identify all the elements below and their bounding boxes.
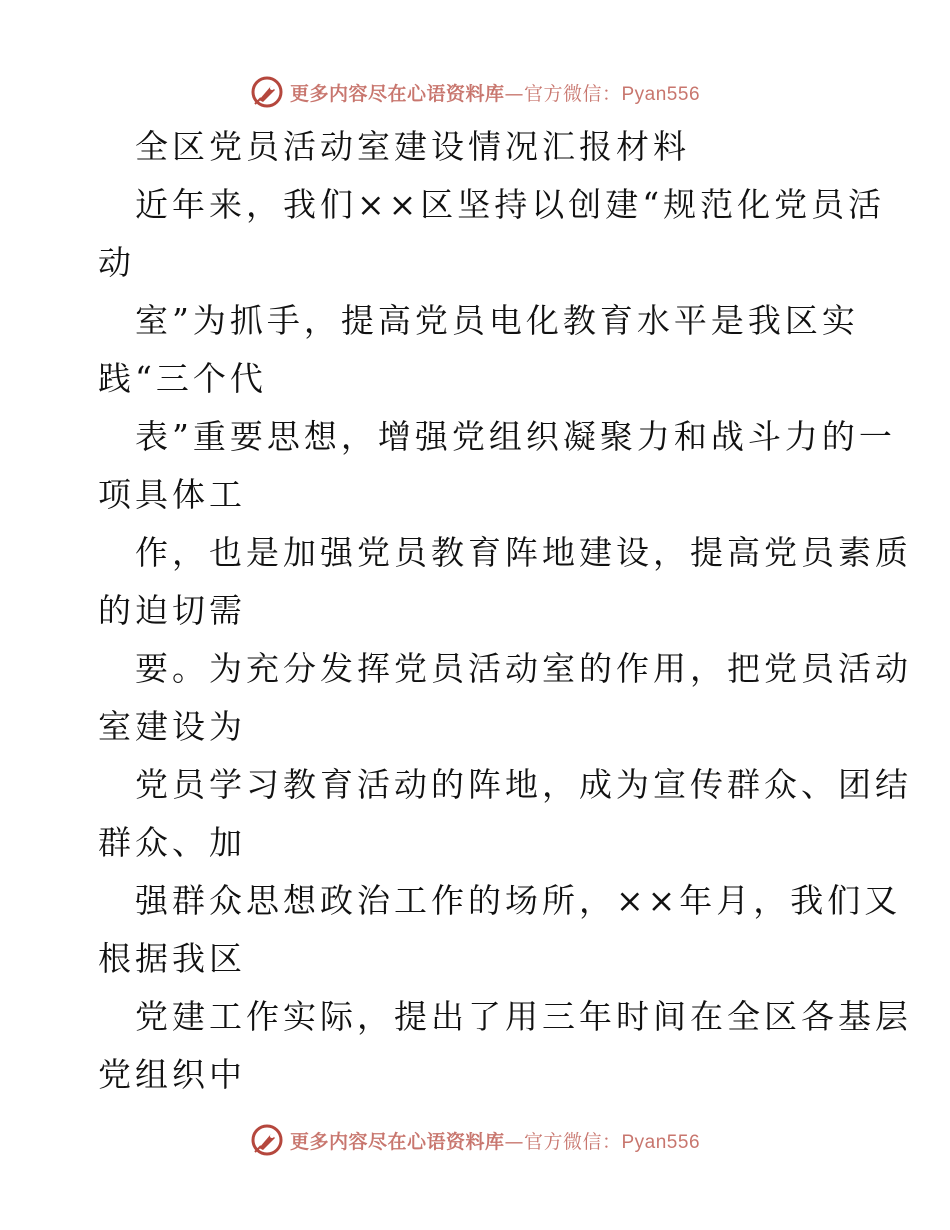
paragraph-line: 要。为充分发挥党员活动室的作用，把党员活动 (135, 649, 912, 688)
paragraph-line: 的迫切需 (98, 591, 246, 630)
paragraph-line: 动 (98, 243, 135, 282)
paragraph-line: 近年来，我们××区坚持以创建“规范化党员活 (135, 185, 886, 224)
paragraph-line: 作，也是加强党员教育阵地建设，提高党员素质 (135, 533, 912, 572)
footer-watermark (0, 1120, 950, 1160)
document-title: 全区党员活动室建设情况汇报材料 (135, 127, 690, 166)
header-watermark (0, 72, 950, 112)
paragraph-line: 表”重要思想，增强党组织凝聚力和战斗力的一 (135, 417, 896, 456)
paragraph-line: 室”为抓手，提高党员电化教育水平是我区实 (135, 301, 859, 340)
paragraph-line: 党组织中 (98, 1055, 246, 1094)
pen-nib-logo-icon (250, 75, 284, 109)
watermark-text: 更多内容尽在心语资料库—官方微信：Pyan556 (289, 82, 701, 105)
paragraph-line: 群众、加 (98, 823, 246, 862)
paragraph-line: 强群众思想政治工作的场所，××年月，我们又 (135, 881, 902, 920)
paragraph-line: 根据我区 (98, 939, 246, 978)
paragraph-line: 党员学习教育活动的阵地，成为宣传群众、团结 (135, 765, 912, 804)
paragraph-line: 室建设为 (98, 707, 246, 746)
paragraph-line: 党建工作实际，提出了用三年时间在全区各基层 (135, 997, 912, 1036)
paragraph-line: 项具体工 (98, 475, 246, 514)
paragraph-line: 践“三个代 (98, 359, 267, 398)
document-body (98, 118, 912, 1104)
watermark-text: 更多内容尽在心语资料库—官方微信：Pyan556 (289, 1130, 701, 1153)
pen-nib-logo-icon (250, 1123, 284, 1157)
